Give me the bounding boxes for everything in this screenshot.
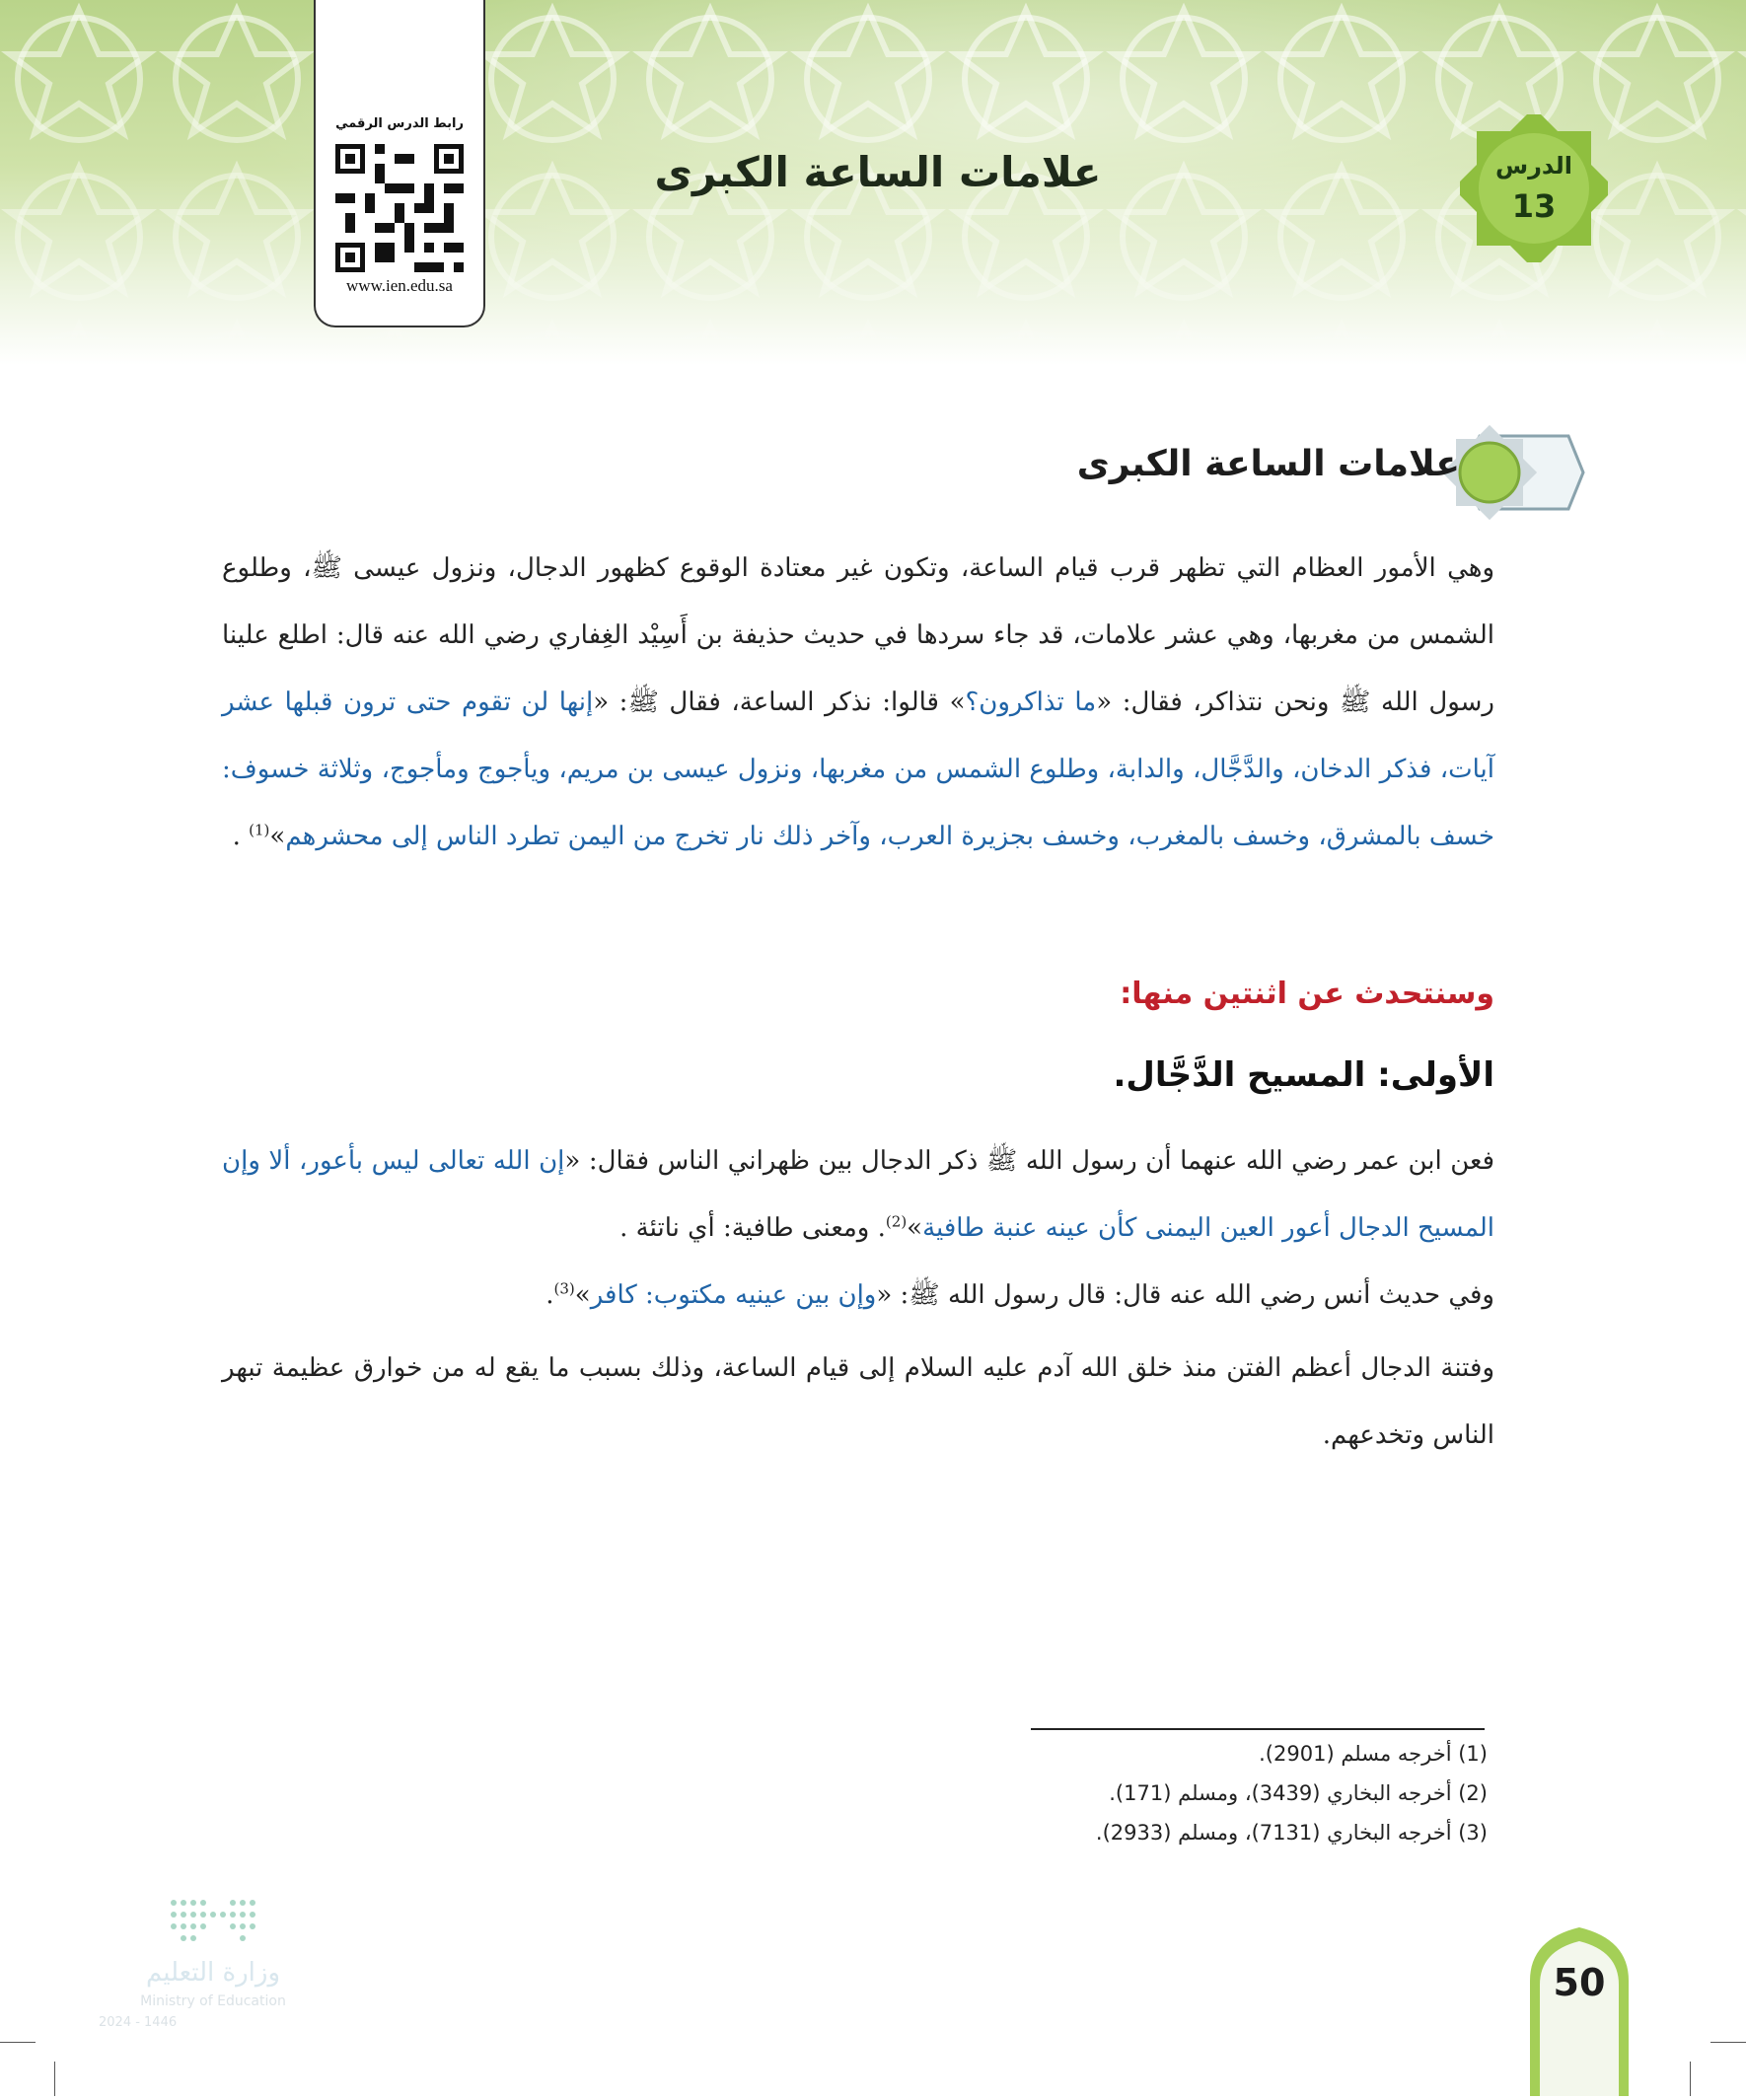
footnote-ref[interactable]: (1) [249,821,270,839]
paragraph-dajjal [222,1127,1494,1262]
paragraph-fitna [222,1335,1494,1469]
ministry-dots-icon [95,1889,331,1948]
page-number: 50 [1553,1961,1606,2004]
subheading-first: الأولى: المسيح الدَّجَّال. [1113,1055,1494,1095]
qr-card[interactable] [314,0,485,327]
lesson-number: 13 [1511,187,1557,225]
paragraph-text: وفتنة الدجال أعظم الفتن منذ خلق الله آدم عليه السلام إلى قيام الساعة، وذلك بسبب ما يقع له من خوارق عظيمة تبهر الناس وتخدعهم. [222,1353,1494,1450]
ministry-logo [95,1889,331,2037]
paragraph-intro [222,535,1494,870]
qr-code-icon[interactable] [335,144,464,272]
ministry-year: 2024 - 1446 [99,2015,178,2030]
subheading-red: وسنتحدث عن اثنتين منها: [1120,977,1494,1011]
paragraph-text: . [546,1280,554,1310]
paragraph-anas [222,1262,1494,1329]
lesson-badge [1460,114,1608,262]
ministry-name-en: Ministry of Education [140,1993,286,2009]
paragraph-text: . [232,822,250,851]
quote-close: » [907,1213,923,1243]
page-number-tab [1524,1921,1635,2096]
footnote-ref[interactable]: (2) [885,1212,908,1231]
quote-close: » [574,1280,591,1310]
crop-mark [1690,2062,1691,2096]
crop-mark [0,2042,36,2043]
paragraph-text: وهي الأمور العظام التي تظهر قرب قيام الساعة، وتكون غير معتادة الوقوع كظهور الدجال، ونزول عيسى ﷺ، وطلوع الشمس من مغربها، وهي عشر علامات، قد جاء سردها في حديث حذيفة بن أَسِيْد الغِفاري رضي الله عنه قال: اطلع علينا رسول الله ﷺ ونحن نتذاكر، فقال: « [222,553,1494,717]
footnote-2: (2) أخرجه البخاري (3439)، ومسلم (171). [1109,1781,1488,1805]
hadith-text: ما تذاكرون؟ [965,688,1097,717]
crop-mark [54,2062,55,2096]
footnote-ref[interactable]: (3) [553,1279,575,1298]
page-tab-shape [1524,1921,1635,2096]
paragraph-text: وفي حديث أنس رضي الله عنه قال: قال رسول الله ﷺ: « [876,1280,1494,1310]
lesson-label: الدرس [1494,152,1573,180]
paragraph-text: » قالوا: نذكر الساعة، فقال ﷺ: « [593,688,966,717]
paragraph-text: فعن ابن عمر رضي الله عنهما أن رسول الله ﷺ ذكر الدجال بين ظهراني الناس فقال: « [564,1146,1494,1176]
crop-mark [1710,2042,1746,2043]
qr-caption: رابط الدرس الرقمي [335,116,464,131]
paragraph-text: . ومعنى طافية: أي ناتئة . [619,1213,886,1243]
section-heading: علامات الساعة الكبرى [1076,444,1460,484]
qr-url[interactable]: www.ien.edu.sa [346,276,453,295]
footnote-1: (1) أخرجه مسلم (2901). [1259,1742,1488,1766]
hadith-text: إن الله تعالى ليس بأعور، ألا وإن المسيح الدجال أعور العين اليمنى كأن عينه عنبة طافية [222,1146,1494,1243]
footnote-3: (3) أخرجه البخاري (7131)، ومسلم (2933). [1095,1821,1488,1845]
lesson-title: علامات الساعة الكبرى [654,148,1102,196]
quote-close: » [269,822,286,851]
hadith-text: إنها لن تقوم حتى ترون قبلها عشر آيات، فذكر الدخان، والدَّجَّال، والدابة، وطلوع الشمس من مغربها، ونزول عيسى بن مريم، ويأجوج ومأجوج، وثلاثة خسوف: خسف بالمشرق، وخسف بالمغرب، وخسف بجزيرة العرب، وآخر ذلك نار تخرج من اليمن تطرد الناس إلى محشرهم [222,688,1494,851]
footnote-divider [1031,1728,1485,1730]
ministry-name-ar: وزارة التعليم [145,1958,281,1988]
header-banner [0,0,1746,365]
hadith-text: وإن بين عينيه مكتوب: كافر [590,1280,877,1310]
